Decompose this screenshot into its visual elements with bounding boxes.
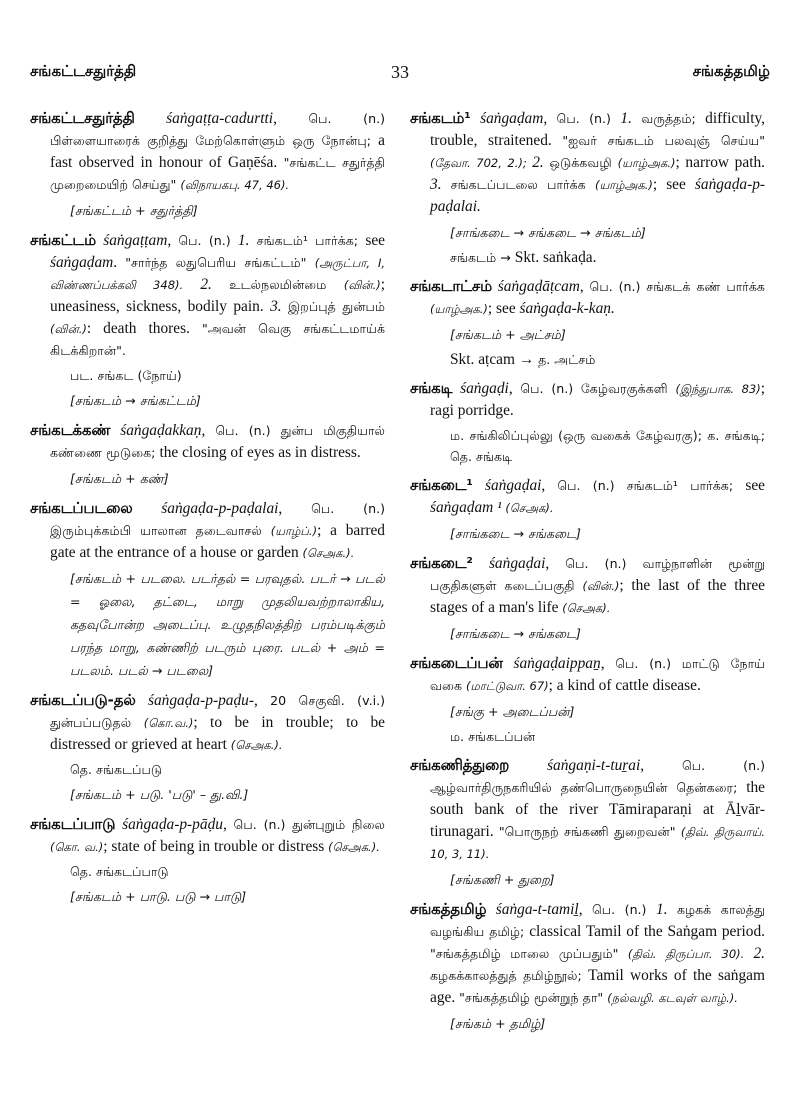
headword: சங்கடி <box>410 380 453 397</box>
cognate-note <box>410 425 765 467</box>
etymology: [சங்கம் + தமிழ்] <box>450 1016 546 1031</box>
source-citation: (நல்வழி. கடவுள் வாழ்.). <box>607 991 738 1005</box>
tamil-text: வருத்தம்; <box>641 111 706 126</box>
english-text: ; a kind of cattle disease. <box>548 677 701 694</box>
headword-transliteration: śaṅgaḍi <box>460 380 509 397</box>
headword: சங்கடம்¹ <box>410 110 471 127</box>
etymology: [சாங்கடை → சங்கடை] <box>450 526 581 541</box>
tamil-text: த. அட்சம் <box>538 352 596 367</box>
sense-number: 2. <box>532 154 550 171</box>
source-citation: (செஅக.). <box>302 546 355 560</box>
part-of-speech: பெ. (n.) <box>178 233 238 248</box>
headword: சங்கடப்படு-தல் <box>30 692 136 709</box>
running-head <box>30 62 770 90</box>
english-text: the south bank of the river Tāmiraparaṇi at Āḻvār-tirunagari. <box>430 779 765 840</box>
part-of-speech: பெ. (n.) <box>233 817 286 832</box>
english-text: ; to be in trouble; to be distressed or grieved at heart <box>50 714 385 753</box>
headword: சங்கடக்கண் <box>30 422 111 439</box>
right-column <box>410 108 765 1043</box>
headword-transliteration: śaṅgaṇi-t-tuṟai <box>547 757 641 774</box>
entry-definition: சங்கத்தமிழ் śaṅga-t-tamiḻ, பெ. (n.) 1. கழகக் காலத்து வழங்கிய தமிழ்; classical Tamil of the Saṅgam period. "சங்கத்தமிழ் மாலை முப்பதும்" (திவ். திருப்பா. 30). 2. கழகக்காலத்துத் தமிழ்நூல்; Tamil works of the saṅgam age. "சங்கத்தமிழ் மூன்றுந் தா" (நல்வழி. கடவுள் வாழ்.). <box>410 901 765 1006</box>
tamil-text: சங்கடப்படலை பார்க்க <box>450 177 595 192</box>
running-head-left: சங்கட்டசதுர்த்தி <box>30 62 137 80</box>
source-citation: (செஅக). <box>501 501 554 515</box>
source-citation: (செஅக). <box>562 601 611 615</box>
source-citation: (யாழ்அக.) <box>594 178 653 192</box>
entry-definition: சங்கட்டம் śaṅgaṭṭam, பெ. (n.) 1. சங்கடம்¹ பார்க்க; see śaṅgaḍam. "சார்ந்த லதுபெரிய சங்கட்டம்" (அருட்பா, I, விண்ணப்பக்கலி 348). 2. உடல்நலமின்மை (வின்.); uneasiness, sickness, bodily pain. 3. இறப்புத் துன்பம் (வின்.): death thores. "அவன் வெகு சங்கட்டமாய்க் கிடக்கிறான்". <box>30 232 386 358</box>
tamil-text: பட. சங்கட (நோய்) <box>70 368 182 383</box>
english-text: classical Tamil of the Saṅgam period. <box>529 923 765 940</box>
tamil-text: துன்புறும் நிலை <box>292 817 385 832</box>
sense-number: 2. <box>753 945 765 962</box>
tamil-text: தெ. சங்கடப்பாடு <box>70 864 169 879</box>
tamil-text: துன்பப்படுதல் <box>50 715 144 730</box>
english-text: a fast observed in honour of Gaṇēśa. <box>50 132 385 171</box>
source-citation: (செஅக.). <box>328 840 380 854</box>
source-citation: (மாட்டுவா. 67) <box>466 679 549 693</box>
entry-definition: சங்கடப்படு-தல் śaṅgaḍa-p-paḍu-, 20 செகுவி. (v.i.) துன்பப்படுதல் (கொ.வ.); to be in trouble; to be distressed or grieved at heart (செஅக.). <box>30 692 385 753</box>
tamil-text: பிள்ளையாரைக் குறித்து மேற்கொள்ளும் ஒரு நோன்பு; <box>50 133 379 148</box>
dictionary-entry <box>410 755 765 891</box>
tamil-text: கழகக்காலத்துத் தமிழ்நூல்; <box>430 968 589 983</box>
dictionary-entry <box>30 108 385 222</box>
entry-definition: சங்கடக்கண் śaṅgaḍakkaṇ, பெ. (n.) துன்ப மிகுதியால் கண்ணை மூடுகை; the closing of eyes as in distress. <box>30 422 385 461</box>
dictionary-entry <box>30 230 385 412</box>
english-text: Skt. aṭcam → <box>450 351 539 368</box>
dictionary-entry <box>410 653 765 747</box>
part-of-speech: பெ. (n.) <box>591 902 656 917</box>
part-of-speech: பெ. (n.) <box>311 501 385 516</box>
headword: சங்கடாட்சம் <box>410 278 493 295</box>
english-text: . <box>113 254 126 271</box>
headword: சங்கடை¹ <box>410 477 473 494</box>
tamil-text: சங்கடம்¹ பார்க்க; <box>256 233 366 248</box>
tamil-text: சங்கடக் கண் பார்க்க <box>646 279 765 294</box>
headword-transliteration: śaṅgaḍa-p-paḍu- <box>147 692 254 709</box>
english-text: ; see <box>652 176 695 193</box>
english-text: ; narrow path. <box>675 154 766 171</box>
source-citation: (வின்.) <box>582 579 620 593</box>
sense-number: 1. <box>620 110 642 127</box>
etymology: [சங்கடம் + படலை. படர்தல் = பரவுதல். படர் → படல் = ஓலை, தட்டை, மாறு முதலியவற்றாலாகிய, கதவுபோன்ற அடைப்பு. உழுதநிலத்திற் பரம்படிக்கும் பரந்த மாறு, கண்ணிற் படரும் புரை. படல் + அம் = படலம். படல் → படலை] <box>70 571 385 678</box>
headword-transliteration: śaṅgaḍa-p-paḍalai <box>161 500 279 517</box>
dictionary-entry <box>30 814 385 908</box>
dictionary-entry <box>30 690 385 806</box>
etymology: [சங்கட்டம் + சதுர்த்தி] <box>70 203 198 218</box>
tamil-text: சங்கடம்¹ பார்க்க; <box>626 478 746 493</box>
part-of-speech: பெ. (n.) <box>681 758 765 773</box>
source-citation: (திவ். திருப்பா. 30). <box>627 947 754 961</box>
english-text: ; state of being in trouble or distress <box>103 838 329 855</box>
etymology: [சங்கு + அடைப்பன்] <box>450 704 575 719</box>
headword-transliteration: śaṅgaḍakkaṇ <box>120 422 202 439</box>
tamil-text: "சார்ந்த லதுபெரிய சங்கட்டம்" <box>125 255 315 270</box>
tamil-text: "பொருநற் சங்கணி துறைவன்" <box>498 824 681 839</box>
source-citation: (யாழ்அக.) <box>617 156 676 170</box>
transliteration: śaṅgaḍa-k-kaṇ. <box>519 300 615 317</box>
headword: சங்கடைப்பன் <box>410 655 503 672</box>
source-citation: (யாழ்அக.) <box>430 302 488 316</box>
left-column <box>30 108 385 916</box>
headword-transliteration: śaṅgaḍam <box>480 110 544 127</box>
tamil-text: கழகக் காலத்து வழங்கிய தமிழ்; <box>430 902 765 939</box>
etymology: [சங்கடம் → சங்கட்டம்] <box>70 393 201 408</box>
english-text: ; the last of the three stages of a man's life <box>430 577 765 616</box>
part-of-speech: பெ. (n.) <box>215 423 271 438</box>
tamil-text: தெ. சங்கடப்படு <box>70 762 163 777</box>
english-text: the closing of eyes as in distress. <box>159 444 361 461</box>
english-text: : death thores. <box>86 320 202 337</box>
headword: சங்கத்தமிழ் <box>410 901 487 918</box>
headword: சங்கடப்பாடு <box>30 816 116 833</box>
headword-transliteration: śaṅgaḍaippaṉ <box>513 655 601 672</box>
headword: சங்கடப்படலை <box>30 500 133 517</box>
source-citation: (அருட்பா, I, விண்ணப்பக்கலி 348). <box>50 256 385 292</box>
english-text: Tamil works of the saṅgam age. <box>430 967 765 1006</box>
part-of-speech: 20 செகுவி. (v.i.) <box>270 693 385 708</box>
tamil-text: ஆழ்வார்திருநகரியில் தண்பொருநையின் தென்கரை; <box>430 780 747 795</box>
cognate-note <box>30 759 385 780</box>
sense-number: 3. <box>430 176 451 193</box>
english-text: ; ragi porridge. <box>430 380 765 419</box>
entry-definition: சங்கடப்படலை śaṅgaḍa-p-paḍalai, பெ. (n.) இரும்புக்கம்பி யாலான தடைவாசல் (யாழ்ப்.); a barred gate at the entrance of a house or garden (செஅக.). <box>30 500 385 561</box>
tamil-text: "ஐவர் சங்கடம் பலவுஞ் செய்ய" <box>562 133 765 148</box>
cognate-note <box>410 726 765 747</box>
english-text: ; uneasiness, sickness, bodily pain. <box>50 276 386 315</box>
entry-definition: சங்கடி śaṅgaḍi, பெ. (n.) கேழ்வரகுக்களி (இந்துபாக. 83); ragi porridge. <box>410 380 765 419</box>
headword-transliteration: śaṅgaḍai <box>488 555 546 572</box>
dictionary-entry <box>410 899 765 1035</box>
source-citation: (விநாயகபு. 47, 46). <box>180 178 290 192</box>
source-citation: (வின்.) <box>343 278 381 292</box>
tamil-text: இரும்புக்கம்பி யாலான தடைவாசல் <box>50 523 271 538</box>
entry-definition: சங்கடம்¹ śaṅgaḍam, பெ. (n.) 1. வருத்தம்; difficulty, trouble, straitened. "ஐவர் சங்கடம் பலவுஞ் செய்ய" (தேவா. 702, 2.); 2. ஒடுக்கவழி (யாழ்அக.); narrow path. 3. சங்கடப்படலை பார்க்க (யாழ்அக.); see śaṅgaḍa-p-paḍalai. <box>410 110 766 215</box>
etymology: [சங்கணி + துறை] <box>450 872 555 887</box>
part-of-speech: பெ. (n.) <box>308 111 385 126</box>
cognate-note <box>410 349 765 370</box>
etymology: [சங்கடம் + கண்] <box>70 471 169 486</box>
etymology: [சங்கடம் + அட்சம்] <box>450 327 566 342</box>
tamil-text: ஒடுக்கவழி <box>549 155 618 170</box>
english-text: see <box>745 477 765 494</box>
tamil-text: "அவன் வெகு சங்கட்டமாய்க் கிடக்கிறான்". <box>50 321 385 358</box>
transliteration: śaṅgaḍa-p-paḍalai. <box>430 176 766 215</box>
headword-transliteration: śaṅgaḍai <box>484 477 542 494</box>
entry-definition: சங்கடப்பாடு śaṅgaḍa-p-pāḍu, பெ. (n.) துன்புறும் நிலை (கொ. வ.); state of being in trouble or distress (செஅக.). <box>30 816 385 855</box>
entry-definition: சங்கடை² śaṅgaḍai, பெ. (n.) வாழ்நாளின் மூன்று பகுதிகளுள் கடைப்பகுதி (வின்.); the last of the three stages of a man's life (செஅக). <box>410 555 765 616</box>
tamil-text: கேழ்வரகுக்களி <box>580 381 676 396</box>
etymology: [சாங்கடை → சங்கடை → சங்கடம்] <box>450 225 646 240</box>
cognate-note <box>410 247 765 268</box>
headword: சங்கட்டசதுர்த்தி <box>30 110 135 127</box>
entry-definition: சங்கணித்துறை śaṅgaṇi-t-tuṟai, பெ. (n.) ஆழ்வார்திருநகரியில் தண்பொருநையின் தென்கரை; the south bank of the river Tāmiraparaṇi at Āḻvār-tirunagari. "பொருநற் சங்கணி துறைவன்" (திவ். திருவாய். 10, 3, 11). <box>410 757 765 861</box>
tamil-text: மாட்டு நோய் வகை <box>430 656 765 693</box>
source-citation: (வின்.) <box>50 322 87 336</box>
source-citation: (யாழ்ப்.) <box>270 524 318 538</box>
entry-definition: சங்கடை¹ śaṅgaḍai, பெ. (n.) சங்கடம்¹ பார்க்க; see śaṅgaḍam ¹ (செஅக). <box>410 477 765 516</box>
headword: சங்கணித்துறை <box>410 757 510 774</box>
dictionary-entry <box>410 108 765 268</box>
part-of-speech: பெ. (n.) <box>556 111 621 126</box>
source-citation: (செஅக.). <box>230 738 283 752</box>
tamil-text: வாழ்நாளின் மூன்று பகுதிகளுள் கடைப்பகுதி <box>430 556 765 593</box>
tamil-text: உடல்நலமின்மை <box>229 277 344 292</box>
part-of-speech: பெ. (n.) <box>557 478 615 493</box>
entry-definition: சங்கட்டசதுர்த்தி śaṅgaṭṭa-cadurtti, பெ. (n.) பிள்ளையாரைக் குறித்து மேற்கொள்ளும் ஒரு நோன்பு; a fast observed in honour of Gaṇēśa. "சங்கட்ட சதுர்த்தி முறைமையிற் செய்து" (விநாயகபு. 47, 46). <box>30 110 385 192</box>
transliteration: śaṅgaḍam ¹ <box>430 499 502 516</box>
source-citation: (கொ.வ.) <box>143 716 194 730</box>
tamil-text: ம. சங்கிலிப்புல்லு (ஒரு வகைக் கேழ்வரகு); க. சங்கடி; தெ. சங்கடி <box>450 428 765 464</box>
source-citation: (தேவா. 702, 2.); <box>430 156 533 170</box>
source-citation: (இந்துபாக. 83) <box>675 382 761 396</box>
entry-definition: சங்கடைப்பன் śaṅgaḍaippaṉ, பெ. (n.) மாட்டு நோய் வகை (மாட்டுவா. 67); a kind of cattle disease. <box>410 655 765 694</box>
running-head-right: சங்கத்தமிழ் <box>692 62 770 80</box>
tamil-text: "சங்கட்ட சதுர்த்தி முறைமையிற் செய்து" <box>50 155 385 192</box>
tamil-text: இறப்புத் துன்பம் <box>288 299 386 314</box>
dictionary-entry <box>410 475 765 545</box>
part-of-speech: பெ. (n.) <box>615 656 672 671</box>
dictionary-entry <box>30 498 385 682</box>
sense-number: 1. <box>237 232 257 249</box>
etymology: [சங்கடம் + பாடு. படு → பாடு] <box>70 889 247 904</box>
english-text: ; a barred gate at the entrance of a house or garden <box>50 522 385 561</box>
headword-transliteration: śaṅgaḍāṭcam <box>497 278 580 295</box>
headword-transliteration: śaṅga-t-tamiḻ <box>495 901 579 918</box>
etymology: [சாங்கடை → சங்கடை] <box>450 626 581 641</box>
headword: சங்கட்டம் <box>30 232 97 249</box>
source-citation: (கொ. வ.) <box>50 840 104 854</box>
tamil-text: "சங்கத்தமிழ் மாலை முப்பதும்" <box>430 946 628 961</box>
arrow-glyph: → <box>500 250 515 265</box>
english-text: Skt. saṅkaḍa. <box>514 249 597 266</box>
headword-transliteration: śaṅgaṭṭam <box>103 232 168 249</box>
english-text: difficulty, trouble, straitened. <box>430 110 766 149</box>
entry-definition: சங்கடாட்சம் śaṅgaḍāṭcam, பெ. (n.) சங்கடக் கண் பார்க்க (யாழ்அக.); see śaṅgaḍa-k-kaṇ. <box>410 278 765 317</box>
part-of-speech: பெ. (n.) <box>520 381 574 396</box>
dictionary-entry <box>410 378 765 467</box>
dictionary-entry <box>410 553 765 645</box>
cognate-note <box>30 365 385 386</box>
sense-number: 2. <box>200 276 230 293</box>
english-text: ; see <box>487 300 520 317</box>
tamil-text: "சங்கத்தமிழ் மூன்றுந் தா" <box>459 990 608 1005</box>
part-of-speech: பெ. (n.) <box>565 556 627 571</box>
dictionary-entry <box>410 276 765 370</box>
tamil-text: சங்கடம் <box>450 250 501 265</box>
headword-transliteration: śaṅgaḍa-p-pāḍu <box>122 816 223 833</box>
etymology: [சங்கடம் + படு. 'படு' – து.வி.] <box>70 787 249 802</box>
sense-number: 1. <box>656 901 677 918</box>
tamil-text: ம. சங்கடப்பன் <box>450 729 536 744</box>
transliteration: śaṅgaḍam <box>50 254 114 271</box>
source-citation: (திவ். திருவாய். 10, 3, 11). <box>430 825 765 861</box>
page-number: 33 <box>391 62 409 82</box>
tamil-text: துன்ப மிகுதியால் கண்ணை மூடுகை; <box>50 423 385 460</box>
part-of-speech: பெ. (n.) <box>589 279 641 294</box>
headword: சங்கடை² <box>410 555 473 572</box>
sense-number: 3. <box>270 298 289 315</box>
cognate-note <box>30 861 385 882</box>
dictionary-entry <box>30 420 385 490</box>
english-text: see <box>365 232 385 249</box>
headword-transliteration: śaṅgaṭṭa-cadurtti <box>166 110 274 127</box>
